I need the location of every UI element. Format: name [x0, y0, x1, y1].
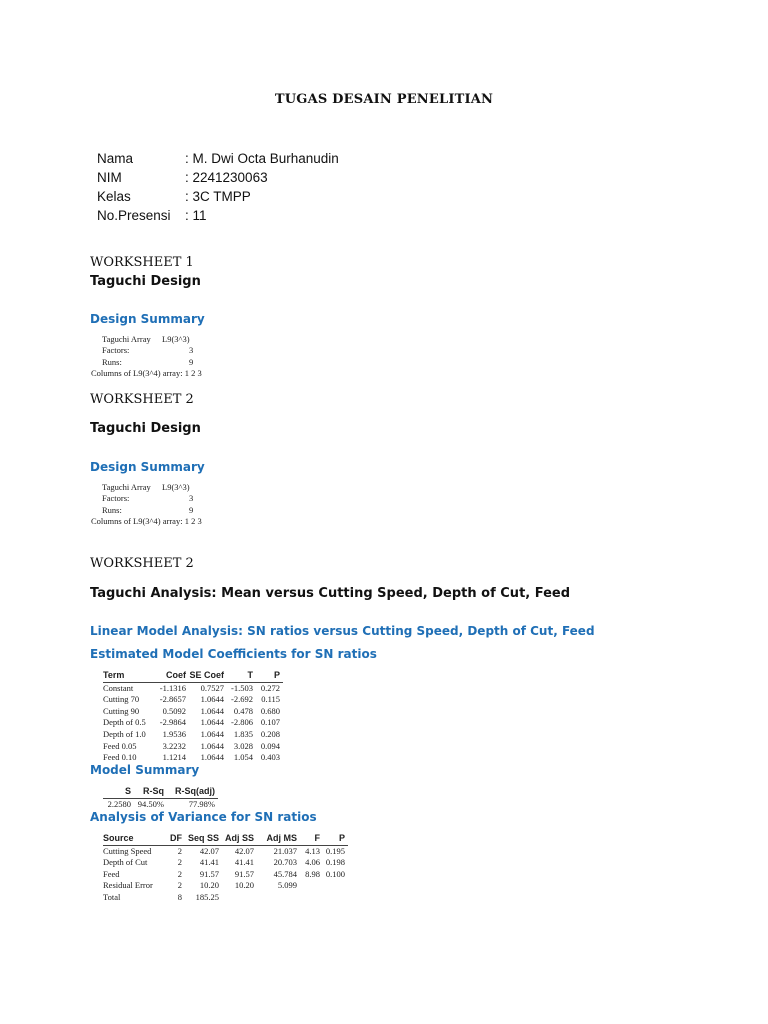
model-summary-header: R-Sq: [134, 786, 167, 798]
anova-header: DF: [164, 833, 185, 845]
summary-columns-line: Columns of L9(3^4) array: 1 2 3: [91, 368, 202, 379]
anova-row-cell: 4.13: [305, 845, 320, 856]
summary-label: Taguchi Array: [102, 482, 151, 492]
anova-row-cell: 4.06: [305, 857, 320, 868]
anova-row-cell: 41.41: [199, 857, 219, 868]
summary-value: 9: [189, 504, 194, 515]
anova-row-cell: 10.20: [234, 880, 254, 891]
coef-row: [103, 682, 283, 694]
coef-row-cell: -1.1316: [159, 682, 186, 693]
coef-header: T: [227, 670, 256, 682]
anova-row-cell: 42.07: [234, 845, 254, 856]
coef-header-row: [103, 670, 283, 682]
worksheet-1-heading: WORKSHEET 1: [90, 255, 194, 270]
model-summary-row: [103, 798, 218, 810]
coef-row-cell: 1.0644: [200, 705, 224, 716]
anova-row-cell: 8: [177, 891, 182, 902]
identity-label-nama: Nama: [97, 151, 134, 166]
coef-row-cell: -2.8657: [159, 694, 186, 705]
model-summary-title: Model Summary: [90, 763, 200, 777]
anova-header: F: [300, 833, 323, 845]
summary-value: 3: [189, 345, 194, 356]
anova-row-cell: [222, 892, 257, 904]
anova-row-cell: 10.20: [199, 880, 219, 891]
coef-row-cell: 3.2232: [162, 740, 186, 751]
coef-header: P: [256, 670, 283, 682]
anova-header: Source: [103, 833, 164, 845]
anova-row: [103, 892, 348, 904]
summary-value: L9(3^3): [162, 482, 190, 492]
model-summary-cell: 2.2580: [107, 798, 131, 809]
worksheet-3-heading: WORKSHEET 2: [90, 556, 194, 571]
identity-value-nim: : 2241230063: [185, 170, 268, 185]
coef-row: [103, 694, 283, 706]
summary-label: Runs:: [102, 504, 122, 515]
coef-row: [103, 729, 283, 741]
anova-header-row: [103, 833, 348, 845]
summary-label: Runs:: [102, 356, 122, 367]
anova-row-cell: 0.195: [325, 845, 345, 856]
coef-row-cell: 0.7527: [200, 682, 224, 693]
worksheet-1-summary-title: Design Summary: [90, 312, 205, 326]
model-summary-header: R-Sq(adj): [167, 786, 218, 798]
coef-row-cell: Depth of 0.5: [103, 717, 146, 728]
coef-row-cell: -2.806: [231, 717, 253, 728]
coef-table-body: [103, 682, 283, 764]
anova-header: P: [323, 833, 348, 845]
coef-row-cell: 1.0644: [200, 728, 224, 739]
anova-row-cell: [300, 880, 323, 892]
coef-row: [103, 741, 283, 753]
anova-row-cell: 41.41: [234, 857, 254, 868]
worksheet-1-summary: [0, 334, 400, 382]
anova-row-cell: 91.57: [234, 868, 254, 879]
coef-header: Coef: [156, 670, 189, 682]
anova-table: [103, 833, 348, 904]
coef-row: [103, 706, 283, 718]
anova-row-cell: 20.703: [273, 857, 297, 868]
coef-row-cell: Depth of 1.0: [103, 728, 146, 739]
anova-row-cell: [323, 892, 348, 904]
summary-value: 3: [189, 493, 194, 504]
identity-label-kelas: Kelas: [97, 189, 131, 204]
coef-row-cell: -1.503: [231, 682, 253, 693]
anova-header: Seq SS: [185, 833, 222, 845]
worksheet-2-summary: [0, 482, 400, 530]
anova-title: Analysis of Variance for SN ratios: [90, 810, 317, 824]
anova-row-cell: 8.98: [305, 868, 320, 879]
coef-row-cell: 0.680: [260, 705, 280, 716]
coef-row: [103, 752, 283, 764]
coef-header: SE Coef: [189, 670, 227, 682]
model-summary-cell: 77.98%: [188, 798, 215, 809]
coef-row-cell: 0.478: [233, 705, 253, 716]
coef-row-cell: 0.107: [260, 717, 280, 728]
summary-columns-line: Columns of L9(3^4) array: 1 2 3: [91, 516, 202, 527]
document-title: TUGAS DESAIN PENELITIAN: [274, 92, 494, 107]
anova-row-cell: 45.784: [273, 868, 297, 879]
coef-row: [103, 717, 283, 729]
identity-label-nim: NIM: [97, 170, 122, 185]
coef-row-cell: 1.0644: [200, 740, 224, 751]
identity-value-presensi: : 11: [185, 208, 207, 223]
anova-row-cell: Total: [103, 891, 121, 902]
anova-row-cell: [300, 892, 323, 904]
anova-row-cell: Depth of Cut: [103, 857, 148, 868]
worksheet-2-heading: WORKSHEET 2: [90, 392, 194, 407]
anova-table-body: [103, 845, 348, 903]
coef-row-cell: 0.208: [260, 728, 280, 739]
coef-row-cell: Constant: [103, 682, 134, 693]
identity-value-kelas: : 3C TMPP: [185, 189, 251, 204]
anova-row: [103, 845, 348, 857]
anova-row-cell: Residual Error: [103, 880, 153, 891]
summary-value: L9(3^3): [162, 334, 190, 344]
anova-row-cell: 42.07: [199, 845, 219, 856]
coef-row-cell: 0.5092: [162, 705, 186, 716]
anova-row: [103, 880, 348, 892]
coef-row-cell: 0.115: [261, 694, 280, 705]
coef-row-cell: Cutting 90: [103, 705, 140, 716]
coef-row-cell: 0.272: [260, 682, 280, 693]
coef-row-cell: 0.094: [260, 740, 280, 751]
coef-row-cell: 1.0644: [200, 717, 224, 728]
anova-row-cell: 91.57: [199, 868, 219, 879]
coef-row-cell: 1.054: [233, 752, 253, 763]
anova-row-cell: Feed: [103, 868, 120, 879]
coef-row-cell: -2.692: [231, 694, 253, 705]
coef-header: Term: [103, 670, 156, 682]
anova-row-cell: 2: [177, 868, 182, 879]
anova-row-cell: [257, 892, 300, 904]
coef-row-cell: 1.9536: [162, 728, 186, 739]
coef-row-cell: 3.028: [233, 740, 253, 751]
identity-label-presensi: No.Presensi: [97, 208, 171, 223]
summary-value: 9: [189, 356, 194, 367]
model-summary-table: [103, 786, 218, 810]
anova-row-cell: 21.037: [273, 845, 297, 856]
summary-label: Taguchi Array: [102, 334, 151, 344]
model-summary-cell: 94.50%: [137, 798, 164, 809]
coef-row-cell: -2.9864: [159, 717, 186, 728]
anova-row-cell: [323, 880, 348, 892]
anova-header: Adj SS: [222, 833, 257, 845]
coef-row-cell: 1.0644: [200, 752, 224, 763]
coef-title: Estimated Model Coefficients for SN ratios: [90, 647, 377, 661]
worksheet-2-title: Taguchi Design: [90, 421, 201, 436]
anova-header: Adj MS: [257, 833, 300, 845]
coef-row-cell: Cutting 70: [103, 694, 140, 705]
analysis-title: Taguchi Analysis: Mean versus Cutting Speed, Depth of Cut, Feed: [90, 586, 571, 601]
anova-row-cell: 5.099: [277, 880, 297, 891]
anova-row-cell: 185.25: [195, 891, 219, 902]
anova-row-cell: 2: [177, 845, 182, 856]
anova-row-cell: 2: [177, 857, 182, 868]
anova-row: [103, 869, 348, 881]
worksheet-1-title: Taguchi Design: [90, 274, 201, 289]
coef-row-cell: Feed 0.10: [103, 752, 137, 763]
identity-value-nama: : M. Dwi Octa Burhanudin: [185, 151, 339, 166]
worksheet-2-summary-title: Design Summary: [90, 460, 205, 474]
coef-row-cell: 0.403: [260, 752, 280, 763]
model-summary-header-row: [103, 786, 218, 798]
anova-row-cell: 0.198: [325, 857, 345, 868]
summary-label: Factors:: [102, 493, 130, 504]
coef-row-cell: Feed 0.05: [103, 740, 137, 751]
coef-row-cell: 1.1214: [162, 752, 186, 763]
anova-row-cell: Cutting Speed: [103, 845, 152, 856]
anova-row: [103, 857, 348, 869]
anova-row-cell: 2: [177, 880, 182, 891]
coef-table: [103, 670, 283, 764]
anova-row-cell: 0.100: [325, 868, 345, 879]
coef-row-cell: 1.835: [233, 728, 253, 739]
summary-label: Factors:: [102, 345, 130, 356]
coef-row-cell: 1.0644: [200, 694, 224, 705]
linear-model-title: Linear Model Analysis: SN ratios versus Cutting Speed, Depth of Cut, Feed: [90, 624, 595, 638]
model-summary-header: S: [103, 786, 134, 798]
